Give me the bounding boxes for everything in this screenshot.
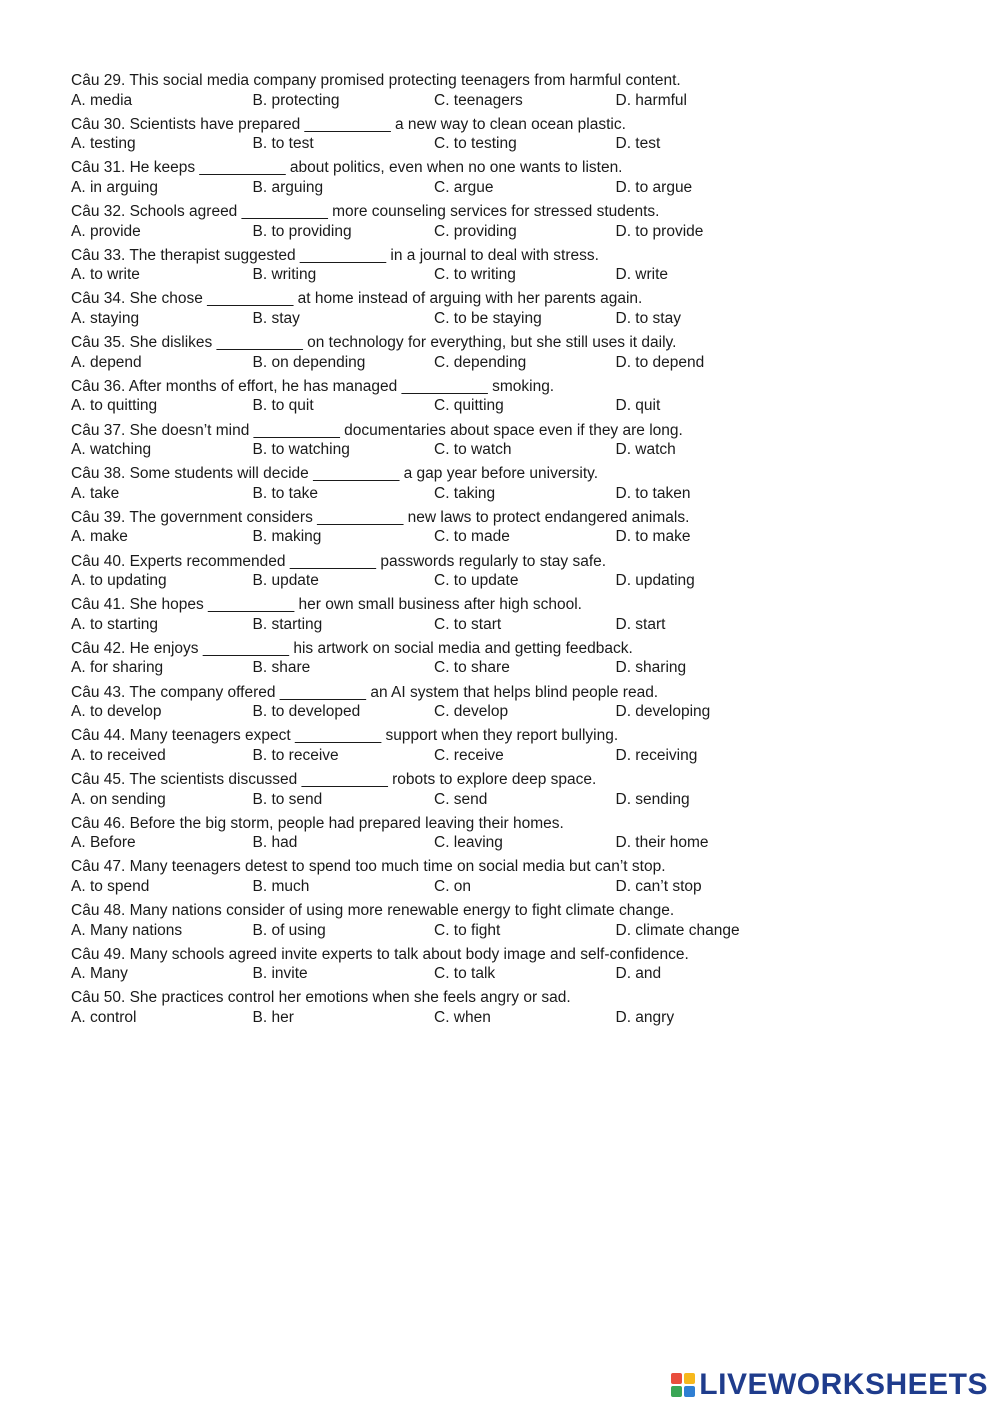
answer-option[interactable]: B. protecting bbox=[252, 91, 340, 109]
answer-options bbox=[71, 746, 931, 766]
answer-options bbox=[71, 571, 931, 591]
answer-option[interactable]: C. to watch bbox=[434, 441, 512, 458]
answer-option[interactable]: C. to fight bbox=[434, 921, 501, 939]
question-item bbox=[71, 421, 931, 465]
answer-option[interactable]: B. much bbox=[252, 877, 310, 895]
answer-option[interactable]: B. to quit bbox=[252, 397, 314, 415]
answer-option[interactable]: B. to developed bbox=[252, 703, 361, 721]
question-item bbox=[71, 945, 931, 989]
answer-option[interactable]: B. to watching bbox=[252, 441, 350, 458]
answer-options bbox=[71, 1008, 931, 1028]
answer-option[interactable]: C. receive bbox=[434, 746, 504, 764]
question-item bbox=[71, 726, 931, 770]
question-stem: Câu 36. After months of effort, he has managed __________ smoking. bbox=[71, 377, 555, 395]
answer-options bbox=[71, 134, 931, 154]
question-item bbox=[71, 901, 931, 945]
answer-option[interactable]: B. to test bbox=[252, 135, 314, 153]
answer-option[interactable]: D. to depend bbox=[615, 353, 705, 371]
question-item bbox=[71, 289, 931, 333]
answer-options bbox=[71, 222, 931, 242]
answer-option[interactable]: A. to develop bbox=[71, 703, 162, 721]
answer-options bbox=[71, 440, 931, 460]
question-stem: Câu 44. Many teenagers expect __________ support when they report bullying. bbox=[71, 727, 619, 745]
answer-option[interactable]: B. to send bbox=[252, 790, 323, 808]
answer-option[interactable]: D. to argue bbox=[615, 178, 693, 196]
answer-option[interactable]: C. taking bbox=[434, 484, 496, 502]
question-item bbox=[71, 988, 931, 1032]
answer-option[interactable]: C. send bbox=[434, 790, 488, 808]
answer-option[interactable]: D. to provide bbox=[615, 222, 704, 240]
answer-option[interactable]: A. to starting bbox=[71, 615, 159, 633]
answer-option[interactable]: D. developing bbox=[615, 703, 711, 721]
answer-option[interactable]: B. arguing bbox=[252, 178, 324, 196]
question-stem: Câu 39. The government considers __________ new laws to protect endangered animals. bbox=[71, 508, 690, 526]
answer-option[interactable]: D. watch bbox=[615, 441, 676, 458]
question-stem: Câu 40. Experts recommended __________ passwords regularly to stay safe. bbox=[71, 552, 607, 570]
answer-option[interactable]: A. make bbox=[71, 528, 128, 546]
answer-option[interactable]: A. Many bbox=[71, 965, 128, 983]
answer-option[interactable]: D. to taken bbox=[615, 484, 691, 502]
answer-option[interactable]: B. to providing bbox=[252, 222, 352, 240]
answer-option[interactable]: D. and bbox=[615, 965, 662, 983]
answer-option[interactable]: D. climate change bbox=[615, 921, 740, 939]
answer-option[interactable]: A. to write bbox=[71, 266, 140, 284]
answer-option[interactable]: B. on depending bbox=[252, 353, 366, 371]
question-stem: Câu 29. This social media company promised protecting teenagers from harmful content. bbox=[71, 72, 681, 89]
answer-options bbox=[71, 309, 931, 329]
question-item bbox=[71, 639, 931, 683]
answer-option[interactable]: A. Many nations bbox=[71, 921, 183, 939]
answer-option[interactable]: B. share bbox=[252, 659, 311, 677]
answer-options bbox=[71, 353, 931, 373]
answer-option[interactable]: B. had bbox=[252, 834, 298, 852]
answer-option[interactable]: A. take bbox=[71, 484, 120, 502]
answer-option[interactable]: D. sending bbox=[615, 790, 690, 808]
answer-option[interactable]: D. updating bbox=[615, 572, 695, 590]
answer-options bbox=[71, 265, 931, 285]
answer-option[interactable]: B. writing bbox=[252, 266, 317, 284]
question-stem: Câu 35. She dislikes __________ on technology for everything, but she still uses it daily. bbox=[71, 334, 677, 352]
answer-option[interactable]: D. can’t stop bbox=[615, 877, 702, 895]
answer-option[interactable]: B. of using bbox=[252, 921, 326, 939]
answer-options bbox=[71, 615, 931, 635]
question-stem: Câu 50. She practices control her emotions when she feels angry or sad. bbox=[71, 989, 571, 1007]
answer-option[interactable]: C. when bbox=[434, 1008, 491, 1026]
answer-option[interactable]: D. to stay bbox=[615, 309, 681, 327]
question-stem: Câu 33. The therapist suggested __________ in a journal to deal with stress. bbox=[71, 246, 599, 264]
answer-option[interactable]: C. to start bbox=[434, 615, 502, 633]
question-item bbox=[71, 333, 931, 377]
answer-options bbox=[71, 702, 931, 722]
question-stem: Câu 31. He keeps __________ about politics, even when no one wants to listen. bbox=[71, 159, 623, 177]
answer-option[interactable]: C. on bbox=[434, 877, 472, 895]
answer-options bbox=[71, 964, 931, 984]
question-item bbox=[71, 158, 931, 202]
worksheet bbox=[71, 71, 931, 1032]
question-item bbox=[71, 857, 931, 901]
answer-options bbox=[71, 921, 931, 941]
answer-option[interactable]: C. to share bbox=[434, 659, 510, 677]
answer-option[interactable]: A. testing bbox=[71, 135, 136, 153]
answer-option[interactable]: A. depend bbox=[71, 353, 142, 371]
answer-option[interactable]: C. to be staying bbox=[434, 309, 542, 327]
answer-option[interactable]: C. argue bbox=[434, 178, 494, 196]
question-stem: Câu 41. She hopes __________ her own small business after high school. bbox=[71, 596, 582, 614]
question-stem: Câu 46. Before the big storm, people had prepared leaving their homes. bbox=[71, 814, 564, 832]
answer-option[interactable]: D. receiving bbox=[615, 746, 698, 764]
answer-option[interactable]: D. angry bbox=[615, 1008, 675, 1026]
answer-option[interactable]: D. their home bbox=[615, 834, 709, 852]
answer-option[interactable]: C. teenagers bbox=[434, 91, 523, 109]
answer-option[interactable]: C. to update bbox=[434, 572, 519, 590]
answer-option[interactable]: D. harmful bbox=[615, 91, 687, 109]
answer-option[interactable]: D. write bbox=[615, 266, 669, 284]
answer-option[interactable]: B. to receive bbox=[252, 746, 339, 764]
question-item bbox=[71, 246, 931, 290]
question-item bbox=[71, 464, 931, 508]
answer-option[interactable]: A. to quitting bbox=[71, 397, 158, 415]
question-item bbox=[71, 683, 931, 727]
answer-option[interactable]: A. to spend bbox=[71, 877, 150, 895]
question-item bbox=[71, 508, 931, 552]
question-stem: Câu 37. She doesn’t mind __________ documentaries about space even if they are long. bbox=[71, 421, 683, 439]
answer-options bbox=[71, 396, 931, 416]
answer-option[interactable]: C. providing bbox=[434, 222, 517, 240]
logo-text: LIVEWORKSHEETS bbox=[699, 1368, 988, 1401]
answer-options bbox=[71, 178, 931, 198]
answer-option[interactable]: B. invite bbox=[252, 965, 308, 983]
question-stem: Câu 45. The scientists discussed __________ robots to explore deep space. bbox=[71, 771, 597, 788]
answer-option[interactable]: B. making bbox=[252, 528, 322, 546]
answer-options bbox=[71, 91, 931, 111]
question-item bbox=[71, 377, 931, 421]
answer-option[interactable]: A. provide bbox=[71, 222, 141, 240]
liveworksheets-logo[interactable] bbox=[671, 1368, 988, 1402]
answer-option[interactable]: B. to take bbox=[252, 484, 318, 502]
question-stem: Câu 34. She chose __________ at home instead of arguing with her parents again. bbox=[71, 290, 643, 308]
question-item bbox=[71, 814, 931, 858]
answer-options bbox=[71, 527, 931, 547]
answer-option[interactable]: C. to writing bbox=[434, 266, 516, 284]
answer-option[interactable]: A. staying bbox=[71, 309, 140, 327]
answer-option[interactable]: A. control bbox=[71, 1008, 137, 1026]
answer-option[interactable]: C. leaving bbox=[434, 834, 503, 852]
question-stem: Câu 47. Many teenagers detest to spend too much time on social media but can’t stop. bbox=[71, 858, 666, 876]
answer-option[interactable]: B. update bbox=[252, 572, 319, 590]
answer-option[interactable]: C. quitting bbox=[434, 397, 504, 415]
question-stem: Câu 48. Many nations consider of using more renewable energy to fight climate change. bbox=[71, 902, 675, 920]
answer-option[interactable]: C. to talk bbox=[434, 965, 496, 983]
answer-option[interactable]: D. to make bbox=[615, 528, 691, 546]
answer-option[interactable]: A. on sending bbox=[71, 790, 166, 808]
liveworksheets-logo-icon bbox=[671, 1373, 695, 1397]
answer-option[interactable]: D. sharing bbox=[615, 659, 687, 677]
answer-option[interactable]: A. Before bbox=[71, 834, 136, 852]
question-stem: Câu 30. Scientists have prepared __________ a new way to clean ocean plastic. bbox=[71, 115, 626, 133]
answer-options bbox=[71, 484, 931, 504]
answer-option[interactable]: D. quit bbox=[615, 397, 661, 415]
answer-options bbox=[71, 833, 931, 853]
question-stem: Câu 49. Many schools agreed invite experts to talk about body image and self-confidence. bbox=[71, 945, 689, 963]
answer-option[interactable]: B. her bbox=[252, 1008, 294, 1026]
answer-option[interactable]: C. develop bbox=[434, 703, 509, 721]
answer-option[interactable]: C. depending bbox=[434, 353, 527, 371]
answer-option[interactable]: C. to made bbox=[434, 528, 510, 546]
question-item bbox=[71, 552, 931, 596]
question-item bbox=[71, 202, 931, 246]
answer-option[interactable]: D. test bbox=[615, 135, 661, 153]
answer-option[interactable]: B. stay bbox=[252, 309, 300, 327]
answer-option[interactable]: A. media bbox=[71, 91, 133, 109]
answer-options bbox=[71, 790, 931, 810]
answer-option[interactable]: C. to testing bbox=[434, 135, 517, 153]
question-stem: Câu 42. He enjoys __________ his artwork on social media and getting feedback. bbox=[71, 639, 633, 657]
question-item bbox=[71, 115, 931, 159]
answer-option[interactable]: A. to updating bbox=[71, 572, 167, 590]
question-item bbox=[71, 770, 931, 814]
answer-option[interactable]: A. watching bbox=[71, 441, 152, 458]
answer-options bbox=[71, 658, 931, 678]
answer-option[interactable]: D. start bbox=[615, 615, 666, 633]
question-stem: Câu 32. Schools agreed __________ more counseling services for stressed students. bbox=[71, 203, 660, 221]
question-item bbox=[71, 71, 931, 115]
question-stem: Câu 38. Some students will decide __________ a gap year before university. bbox=[71, 465, 599, 483]
answer-option[interactable]: A. to received bbox=[71, 746, 166, 764]
answer-option[interactable]: A. in arguing bbox=[71, 178, 159, 196]
answer-option[interactable]: B. starting bbox=[252, 615, 323, 633]
question-item bbox=[71, 595, 931, 639]
question-stem: Câu 43. The company offered __________ an AI system that helps blind people read. bbox=[71, 683, 659, 701]
answer-options bbox=[71, 877, 931, 897]
answer-option[interactable]: A. for sharing bbox=[71, 659, 164, 677]
